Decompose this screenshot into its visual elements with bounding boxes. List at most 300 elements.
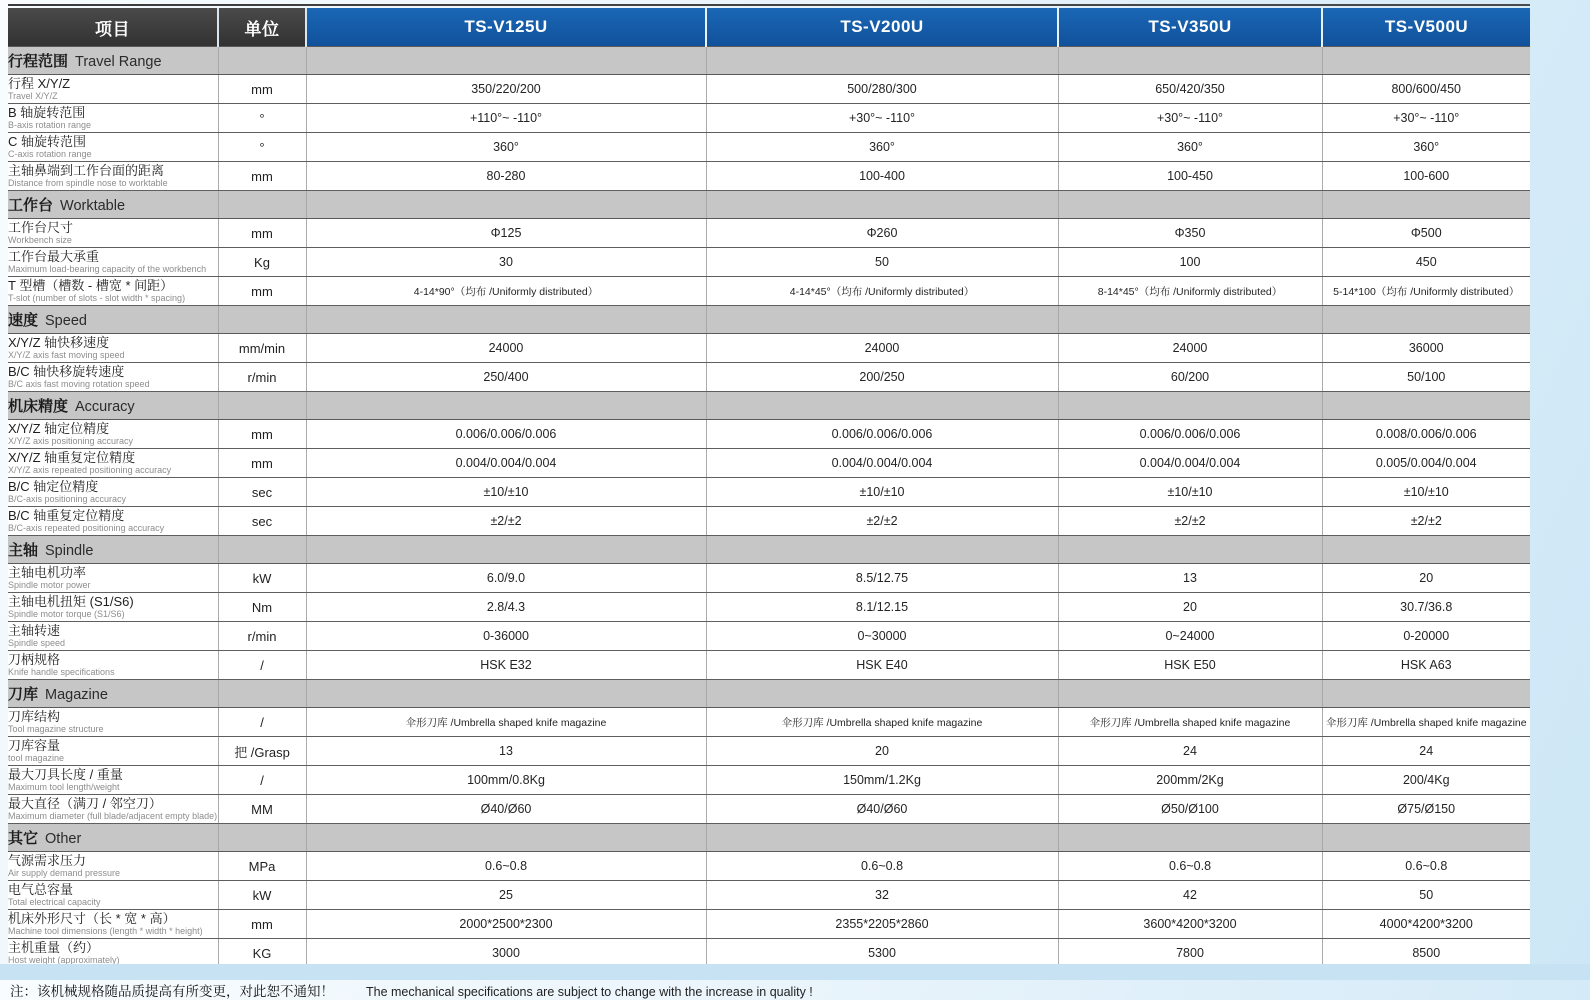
spec-value-cell: 36000 bbox=[1322, 334, 1530, 363]
spec-row bbox=[8, 248, 1530, 277]
row-label-zh: 电气总容量 bbox=[8, 883, 218, 897]
row-label-zh: T 型槽（槽数 - 槽宽 * 间距） bbox=[8, 279, 218, 293]
spec-row bbox=[8, 507, 1530, 536]
spec-value-cell: 0.6~0.8 bbox=[306, 852, 706, 881]
row-unit-cell: mm bbox=[218, 277, 306, 306]
section-empty-cell bbox=[218, 536, 306, 564]
row-label-en: T-slot (number of slots - slot width * spacing) bbox=[8, 293, 218, 303]
spec-row bbox=[8, 651, 1530, 680]
spec-value-cell: 0.6~0.8 bbox=[1058, 852, 1322, 881]
row-label-zh: B/C 轴重复定位精度 bbox=[8, 509, 218, 523]
spec-value-cell: 13 bbox=[1058, 564, 1322, 593]
row-label-cell bbox=[8, 162, 218, 191]
section-title-cell bbox=[8, 306, 218, 334]
spec-value-cell: 100-600 bbox=[1322, 162, 1530, 191]
row-unit-cell: Nm bbox=[218, 593, 306, 622]
spec-value-cell: 13 bbox=[306, 737, 706, 766]
section-empty-cell bbox=[706, 392, 1058, 420]
spec-row bbox=[8, 75, 1530, 104]
spec-value-cell: 0.6~0.8 bbox=[706, 852, 1058, 881]
row-label-zh: X/Y/Z 轴定位精度 bbox=[8, 422, 218, 436]
spec-value-cell: 4-14*45°（均布 /Uniformly distributed） bbox=[706, 277, 1058, 306]
row-label-zh: 最大刀具长度 / 重量 bbox=[8, 768, 218, 782]
row-unit-cell: Kg bbox=[218, 248, 306, 277]
spec-value-cell: 8-14*45°（均布 /Uniformly distributed） bbox=[1058, 277, 1322, 306]
spec-row bbox=[8, 766, 1530, 795]
section-title-zh: 主轴 bbox=[8, 542, 38, 559]
spec-row bbox=[8, 564, 1530, 593]
row-unit-cell: r/min bbox=[218, 363, 306, 392]
section-empty-cell bbox=[1322, 680, 1530, 708]
spec-value-cell: 20 bbox=[1058, 593, 1322, 622]
row-label-cell bbox=[8, 852, 218, 881]
spec-value-cell: 250/400 bbox=[306, 363, 706, 392]
section-row bbox=[8, 680, 1530, 708]
spec-value-cell: Ø75/Ø150 bbox=[1322, 795, 1530, 824]
row-unit-cell: mm/min bbox=[218, 334, 306, 363]
spec-row bbox=[8, 104, 1530, 133]
row-unit-cell: 把 /Grasp bbox=[218, 737, 306, 766]
spec-value-cell: Φ260 bbox=[706, 219, 1058, 248]
spec-value-cell: 100 bbox=[1058, 248, 1322, 277]
row-unit-cell: kW bbox=[218, 564, 306, 593]
section-empty-cell bbox=[1058, 392, 1322, 420]
spec-row bbox=[8, 737, 1530, 766]
row-label-en: Maximum load-bearing capacity of the workbench bbox=[8, 264, 218, 274]
spec-value-cell: HSK E40 bbox=[706, 651, 1058, 680]
row-label-cell bbox=[8, 133, 218, 162]
section-empty-cell bbox=[218, 680, 306, 708]
section-empty-cell bbox=[706, 824, 1058, 852]
spec-value-cell: 伞形刀库 /Umbrella shaped knife magazine bbox=[1058, 708, 1322, 737]
spec-value-cell: +30°~ -110° bbox=[706, 104, 1058, 133]
row-label-cell bbox=[8, 766, 218, 795]
row-unit-cell: / bbox=[218, 651, 306, 680]
spec-row bbox=[8, 449, 1530, 478]
row-label-en: B/C-axis positioning accuracy bbox=[8, 494, 218, 504]
spec-value-cell: 200/4Kg bbox=[1322, 766, 1530, 795]
row-label-en: tool magazine bbox=[8, 753, 218, 763]
row-label-cell bbox=[8, 651, 218, 680]
spec-value-cell: 24000 bbox=[306, 334, 706, 363]
row-label-en: C-axis rotation range bbox=[8, 149, 218, 159]
section-empty-cell bbox=[306, 306, 706, 334]
row-unit-cell: mm bbox=[218, 449, 306, 478]
section-empty-cell bbox=[1322, 306, 1530, 334]
spec-value-cell: 2355*2205*2860 bbox=[706, 910, 1058, 939]
spec-value-cell: 200/250 bbox=[706, 363, 1058, 392]
row-label-en: Machine tool dimensions (length * width * height) bbox=[8, 926, 218, 936]
section-empty-cell bbox=[1058, 191, 1322, 219]
row-label-zh: 主轴转速 bbox=[8, 624, 218, 638]
spec-table-header bbox=[8, 8, 1530, 47]
spec-value-cell: 0~30000 bbox=[706, 622, 1058, 651]
spec-value-cell: 7800 bbox=[1058, 939, 1322, 968]
footer-note bbox=[10, 980, 1530, 1000]
section-empty-cell bbox=[218, 191, 306, 219]
row-label-zh: 刀柄规格 bbox=[8, 653, 218, 667]
spec-value-cell: 24000 bbox=[706, 334, 1058, 363]
spec-row bbox=[8, 708, 1530, 737]
spec-value-cell: +110°~ -110° bbox=[306, 104, 706, 133]
row-label-cell bbox=[8, 622, 218, 651]
spec-value-cell: HSK E32 bbox=[306, 651, 706, 680]
row-label-cell bbox=[8, 881, 218, 910]
row-label-zh: 主轴电机扭矩 (S1/S6) bbox=[8, 595, 218, 609]
spec-value-cell: 0~24000 bbox=[1058, 622, 1322, 651]
row-unit-cell: mm bbox=[218, 219, 306, 248]
spec-value-cell: HSK E50 bbox=[1058, 651, 1322, 680]
row-label-cell bbox=[8, 910, 218, 939]
section-empty-cell bbox=[1058, 47, 1322, 75]
row-unit-cell: ° bbox=[218, 133, 306, 162]
row-label-en: Host weight (approximately) bbox=[8, 955, 218, 965]
section-title-en: Worktable bbox=[60, 198, 125, 214]
row-label-cell bbox=[8, 334, 218, 363]
row-label-cell bbox=[8, 420, 218, 449]
row-label-zh: B 轴旋转范围 bbox=[8, 106, 218, 120]
spec-value-cell: ±10/±10 bbox=[1058, 478, 1322, 507]
header-row bbox=[8, 8, 1530, 47]
spec-value-cell: 8.1/12.15 bbox=[706, 593, 1058, 622]
section-empty-cell bbox=[1322, 536, 1530, 564]
spec-row bbox=[8, 910, 1530, 939]
header-model-ts-v125u: TS-V125U bbox=[306, 8, 706, 47]
row-label-en: Spindle motor power bbox=[8, 580, 218, 590]
spec-value-cell: ±2/±2 bbox=[1322, 507, 1530, 536]
row-label-zh: 刀库结构 bbox=[8, 710, 218, 724]
spec-value-cell: 360° bbox=[306, 133, 706, 162]
row-label-en: Tool magazine structure bbox=[8, 724, 218, 734]
spec-table bbox=[8, 8, 1530, 968]
spec-value-cell: 20 bbox=[1322, 564, 1530, 593]
spec-value-cell: 伞形刀库 /Umbrella shaped knife magazine bbox=[1322, 708, 1530, 737]
spec-value-cell: Ø50/Ø100 bbox=[1058, 795, 1322, 824]
spec-value-cell: 100-450 bbox=[1058, 162, 1322, 191]
section-title-cell bbox=[8, 191, 218, 219]
row-label-en: Air supply demand pressure bbox=[8, 868, 218, 878]
section-empty-cell bbox=[306, 536, 706, 564]
section-title-cell bbox=[8, 392, 218, 420]
spec-value-cell: Ø40/Ø60 bbox=[706, 795, 1058, 824]
header-model-ts-v350u: TS-V350U bbox=[1058, 8, 1322, 47]
header-model-ts-v200u: TS-V200U bbox=[706, 8, 1058, 47]
section-title-en: Travel Range bbox=[75, 54, 162, 70]
spec-value-cell: 2000*2500*2300 bbox=[306, 910, 706, 939]
spec-value-cell: 0-20000 bbox=[1322, 622, 1530, 651]
spec-value-cell: ±10/±10 bbox=[306, 478, 706, 507]
row-label-zh: B/C 轴定位精度 bbox=[8, 480, 218, 494]
spec-row bbox=[8, 420, 1530, 449]
row-label-zh: 主机重量（约） bbox=[8, 941, 218, 955]
spec-value-cell: 0.004/0.004/0.004 bbox=[1058, 449, 1322, 478]
section-empty-cell bbox=[1322, 392, 1530, 420]
spec-value-cell: 360° bbox=[1058, 133, 1322, 162]
section-title-en: Accuracy bbox=[75, 399, 135, 415]
spec-value-cell: 0-36000 bbox=[306, 622, 706, 651]
spec-value-cell: 8500 bbox=[1322, 939, 1530, 968]
row-label-cell bbox=[8, 449, 218, 478]
row-label-zh: 工作台最大承重 bbox=[8, 250, 218, 264]
spec-value-cell: +30°~ -110° bbox=[1322, 104, 1530, 133]
row-label-cell bbox=[8, 708, 218, 737]
spec-value-cell: 0.008/0.006/0.006 bbox=[1322, 420, 1530, 449]
row-unit-cell: MPa bbox=[218, 852, 306, 881]
row-unit-cell: KG bbox=[218, 939, 306, 968]
row-unit-cell: sec bbox=[218, 507, 306, 536]
row-label-en: Spindle motor torque (S1/S6) bbox=[8, 609, 218, 619]
section-empty-cell bbox=[1322, 47, 1530, 75]
row-label-en: B/C axis fast moving rotation speed bbox=[8, 379, 218, 389]
row-label-cell bbox=[8, 564, 218, 593]
header-item: 项目 bbox=[8, 8, 218, 47]
spec-value-cell: ±2/±2 bbox=[306, 507, 706, 536]
spec-value-cell: 0.006/0.006/0.006 bbox=[306, 420, 706, 449]
spec-value-cell: 800/600/450 bbox=[1322, 75, 1530, 104]
section-title-en: Spindle bbox=[45, 543, 93, 559]
section-empty-cell bbox=[1058, 536, 1322, 564]
section-empty-cell bbox=[1322, 824, 1530, 852]
spec-value-cell: 360° bbox=[706, 133, 1058, 162]
spec-value-cell: +30°~ -110° bbox=[1058, 104, 1322, 133]
spec-table-body bbox=[8, 47, 1530, 968]
row-label-en: Total electrical capacity bbox=[8, 897, 218, 907]
row-label-en: Spindle speed bbox=[8, 638, 218, 648]
spec-value-cell: 3000 bbox=[306, 939, 706, 968]
spec-row bbox=[8, 219, 1530, 248]
spec-value-cell: 650/420/350 bbox=[1058, 75, 1322, 104]
spec-row bbox=[8, 881, 1530, 910]
spec-value-cell: 60/200 bbox=[1058, 363, 1322, 392]
row-label-zh: 主轴电机功率 bbox=[8, 566, 218, 580]
row-label-zh: X/Y/Z 轴快移速度 bbox=[8, 336, 218, 350]
spec-value-cell: 50 bbox=[706, 248, 1058, 277]
section-empty-cell bbox=[1058, 306, 1322, 334]
spec-value-cell: 20 bbox=[706, 737, 1058, 766]
spec-value-cell: 32 bbox=[706, 881, 1058, 910]
row-label-cell bbox=[8, 363, 218, 392]
section-row bbox=[8, 306, 1530, 334]
section-empty-cell bbox=[706, 47, 1058, 75]
section-empty-cell bbox=[218, 392, 306, 420]
section-empty-cell bbox=[1322, 191, 1530, 219]
section-empty-cell bbox=[306, 680, 706, 708]
row-unit-cell: r/min bbox=[218, 622, 306, 651]
section-empty-cell bbox=[1058, 680, 1322, 708]
spec-value-cell: HSK A63 bbox=[1322, 651, 1530, 680]
spec-value-cell: 42 bbox=[1058, 881, 1322, 910]
section-title-zh: 工作台 bbox=[8, 197, 53, 214]
footer-note-en bbox=[366, 985, 813, 999]
section-empty-cell bbox=[218, 306, 306, 334]
section-row bbox=[8, 392, 1530, 420]
row-unit-cell: mm bbox=[218, 75, 306, 104]
spec-value-cell: 150mm/1.2Kg bbox=[706, 766, 1058, 795]
row-label-zh: 气源需求压力 bbox=[8, 854, 218, 868]
section-empty-cell bbox=[1058, 824, 1322, 852]
section-title-zh: 机床精度 bbox=[8, 398, 68, 415]
row-unit-cell: mm bbox=[218, 910, 306, 939]
row-label-cell bbox=[8, 737, 218, 766]
spec-value-cell: 0.005/0.004/0.004 bbox=[1322, 449, 1530, 478]
section-empty-cell bbox=[306, 191, 706, 219]
section-title-en: Speed bbox=[45, 313, 87, 329]
spec-value-cell: 100mm/0.8Kg bbox=[306, 766, 706, 795]
section-empty-cell bbox=[306, 47, 706, 75]
row-unit-cell: kW bbox=[218, 881, 306, 910]
section-empty-cell bbox=[706, 191, 1058, 219]
row-label-cell bbox=[8, 248, 218, 277]
spec-row bbox=[8, 363, 1530, 392]
row-unit-cell: mm bbox=[218, 420, 306, 449]
spec-value-cell: 0.004/0.004/0.004 bbox=[306, 449, 706, 478]
section-empty-cell bbox=[706, 680, 1058, 708]
row-label-zh: 行程 X/Y/Z bbox=[8, 77, 218, 91]
spec-value-cell: 24 bbox=[1058, 737, 1322, 766]
section-empty-cell bbox=[306, 392, 706, 420]
row-unit-cell: sec bbox=[218, 478, 306, 507]
row-label-cell bbox=[8, 75, 218, 104]
section-empty-cell bbox=[706, 306, 1058, 334]
row-label-en: Maximum tool length/weight bbox=[8, 782, 218, 792]
spec-value-cell: 伞形刀库 /Umbrella shaped knife magazine bbox=[706, 708, 1058, 737]
section-title-en: Other bbox=[45, 831, 81, 847]
spec-value-cell: 30.7/36.8 bbox=[1322, 593, 1530, 622]
spec-value-cell: ±2/±2 bbox=[706, 507, 1058, 536]
section-title-cell bbox=[8, 680, 218, 708]
spec-value-cell: 24000 bbox=[1058, 334, 1322, 363]
section-row bbox=[8, 536, 1530, 564]
section-title-zh: 其它 bbox=[8, 830, 38, 847]
section-empty-cell bbox=[218, 824, 306, 852]
row-label-en: X/Y/Z axis fast moving speed bbox=[8, 350, 218, 360]
spec-value-cell: 25 bbox=[306, 881, 706, 910]
row-label-cell bbox=[8, 593, 218, 622]
spec-value-cell: 50 bbox=[1322, 881, 1530, 910]
row-label-en: X/Y/Z axis positioning accuracy bbox=[8, 436, 218, 446]
spec-value-cell: 伞形刀库 /Umbrella shaped knife magazine bbox=[306, 708, 706, 737]
row-unit-cell: / bbox=[218, 708, 306, 737]
spec-value-cell: 500/280/300 bbox=[706, 75, 1058, 104]
spec-value-cell: 0.6~0.8 bbox=[1322, 852, 1530, 881]
spec-value-cell: 0.006/0.006/0.006 bbox=[706, 420, 1058, 449]
spec-value-cell: 360° bbox=[1322, 133, 1530, 162]
spec-value-cell: Φ350 bbox=[1058, 219, 1322, 248]
spec-value-cell: 2.8/4.3 bbox=[306, 593, 706, 622]
header-model-ts-v500u: TS-V500U bbox=[1322, 8, 1530, 47]
section-title-en: Magazine bbox=[45, 687, 108, 703]
spec-row bbox=[8, 852, 1530, 881]
row-unit-cell: ° bbox=[218, 104, 306, 133]
row-label-zh: B/C 轴快移旋转速度 bbox=[8, 365, 218, 379]
spec-value-cell: 100-400 bbox=[706, 162, 1058, 191]
section-title-zh: 刀库 bbox=[8, 686, 38, 703]
spec-row bbox=[8, 593, 1530, 622]
spec-sheet bbox=[8, 4, 1530, 1000]
row-label-en: X/Y/Z axis repeated positioning accuracy bbox=[8, 465, 218, 475]
row-label-cell bbox=[8, 219, 218, 248]
section-title-zh: 行程范围 bbox=[8, 53, 68, 70]
spec-row bbox=[8, 478, 1530, 507]
spec-value-cell: ±2/±2 bbox=[1058, 507, 1322, 536]
bottom-strip bbox=[0, 964, 1590, 980]
row-label-en: Maximum diameter (full blade/adjacent empty blade) bbox=[8, 811, 218, 821]
spec-value-cell: 0.006/0.006/0.006 bbox=[1058, 420, 1322, 449]
row-label-zh: X/Y/Z 轴重复定位精度 bbox=[8, 451, 218, 465]
footer-note-zh bbox=[10, 980, 334, 1000]
header-unit: 单位 bbox=[218, 8, 306, 47]
row-label-en: B/C-axis repeated positioning accuracy bbox=[8, 523, 218, 533]
spec-value-cell: 30 bbox=[306, 248, 706, 277]
spec-value-cell: 3600*4200*3200 bbox=[1058, 910, 1322, 939]
spec-value-cell: 6.0/9.0 bbox=[306, 564, 706, 593]
section-row bbox=[8, 824, 1530, 852]
row-label-en: Distance from spindle nose to worktable bbox=[8, 178, 218, 188]
row-label-cell bbox=[8, 104, 218, 133]
spec-row bbox=[8, 622, 1530, 651]
section-title-cell bbox=[8, 536, 218, 564]
row-label-en: Travel X/Y/Z bbox=[8, 91, 218, 101]
spec-row bbox=[8, 162, 1530, 191]
row-label-zh: 最大直径（满刀 / 邻空刀） bbox=[8, 797, 218, 811]
spec-value-cell: Φ500 bbox=[1322, 219, 1530, 248]
spec-value-cell: 80-280 bbox=[306, 162, 706, 191]
row-label-cell bbox=[8, 277, 218, 306]
spec-value-cell: 350/220/200 bbox=[306, 75, 706, 104]
spec-value-cell: ±10/±10 bbox=[1322, 478, 1530, 507]
top-divider bbox=[8, 4, 1530, 6]
row-label-cell bbox=[8, 795, 218, 824]
spec-value-cell: 200mm/2Kg bbox=[1058, 766, 1322, 795]
spec-value-cell: 5300 bbox=[706, 939, 1058, 968]
spec-value-cell: 50/100 bbox=[1322, 363, 1530, 392]
spec-value-cell: 4000*4200*3200 bbox=[1322, 910, 1530, 939]
spec-value-cell: ±10/±10 bbox=[706, 478, 1058, 507]
row-label-en: B-axis rotation range bbox=[8, 120, 218, 130]
spec-value-cell: 0.004/0.004/0.004 bbox=[706, 449, 1058, 478]
spec-value-cell: 450 bbox=[1322, 248, 1530, 277]
spec-row bbox=[8, 334, 1530, 363]
row-label-en: Workbench size bbox=[8, 235, 218, 245]
row-label-zh: 机床外形尺寸（长 * 宽 * 高） bbox=[8, 912, 218, 926]
spec-value-cell: Ø40/Ø60 bbox=[306, 795, 706, 824]
section-empty-cell bbox=[306, 824, 706, 852]
row-label-cell bbox=[8, 507, 218, 536]
section-title-zh: 速度 bbox=[8, 312, 38, 329]
row-label-zh: 刀库容量 bbox=[8, 739, 218, 753]
row-label-zh: 主轴鼻端到工作台面的距离 bbox=[8, 164, 218, 178]
row-label-cell bbox=[8, 478, 218, 507]
section-row bbox=[8, 47, 1530, 75]
row-unit-cell: / bbox=[218, 766, 306, 795]
section-title-cell bbox=[8, 824, 218, 852]
spec-row bbox=[8, 795, 1530, 824]
spec-row bbox=[8, 133, 1530, 162]
section-row bbox=[8, 191, 1530, 219]
row-label-zh: C 轴旋转范围 bbox=[8, 135, 218, 149]
spec-value-cell: 24 bbox=[1322, 737, 1530, 766]
spec-value-cell: 4-14*90°（均布 /Uniformly distributed） bbox=[306, 277, 706, 306]
row-label-en: Knife handle specifications bbox=[8, 667, 218, 677]
row-unit-cell: mm bbox=[218, 162, 306, 191]
spec-value-cell: 8.5/12.75 bbox=[706, 564, 1058, 593]
row-label-zh: 工作台尺寸 bbox=[8, 221, 218, 235]
spec-value-cell: Φ125 bbox=[306, 219, 706, 248]
section-empty-cell bbox=[706, 536, 1058, 564]
section-title-cell bbox=[8, 47, 218, 75]
spec-value-cell: 5-14*100（均布 /Uniformly distributed） bbox=[1322, 277, 1530, 306]
spec-row bbox=[8, 277, 1530, 306]
